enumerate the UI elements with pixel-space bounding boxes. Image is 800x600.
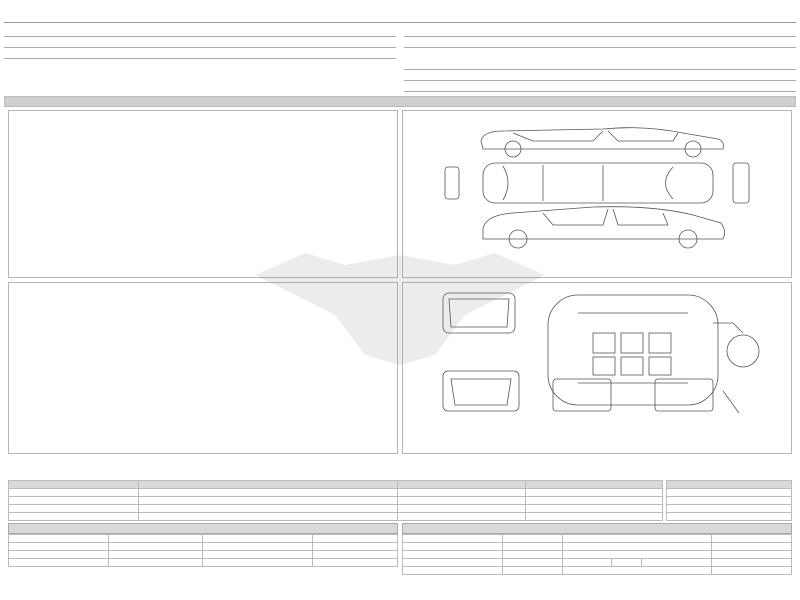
kv-value (712, 551, 792, 559)
table-row (403, 551, 792, 559)
kv-value (313, 559, 398, 567)
kv-value (313, 551, 398, 559)
kv-value (712, 535, 792, 543)
kv-label (403, 535, 503, 543)
table-row (667, 489, 792, 497)
table-row (667, 513, 792, 521)
tyre-pos-header (9, 481, 139, 489)
documents-title (402, 523, 792, 534)
interior-state-title (8, 523, 398, 534)
table-row (667, 497, 792, 505)
table-row (403, 559, 792, 567)
kv-label (562, 551, 712, 559)
external-damage-diagram (402, 110, 792, 278)
internal-damage-diagram (402, 282, 792, 454)
kv-label (203, 551, 313, 559)
kv-label (642, 559, 712, 567)
kv-label (403, 567, 503, 575)
kv-label (403, 543, 503, 551)
kv-value (612, 559, 642, 567)
model-row (404, 48, 796, 70)
kv-value (502, 543, 562, 551)
kv-label (9, 543, 109, 551)
fuel-row (4, 48, 396, 59)
wheel-cover-table (666, 480, 792, 521)
wheel-cover-value (667, 505, 792, 513)
wheel-cover-value (667, 497, 792, 505)
vehicle-info-left (4, 26, 396, 59)
table-row (403, 535, 792, 543)
kv-value (108, 551, 203, 559)
tyre-position (9, 505, 139, 513)
kv-label (203, 543, 313, 551)
table-row (9, 535, 398, 543)
tyre-tech (526, 513, 663, 521)
tyres-table (8, 480, 663, 521)
table-row (667, 505, 792, 513)
table-row (9, 489, 663, 497)
plate-row (404, 26, 796, 37)
section-divider-band (4, 96, 796, 107)
tech-header (526, 481, 663, 489)
wheel-cover-header (667, 481, 792, 489)
wheel-cover-value (667, 513, 792, 521)
kv-value (712, 559, 792, 567)
table-row (9, 543, 398, 551)
table-row (9, 513, 663, 521)
km-row (4, 26, 396, 37)
brand-row (404, 37, 796, 48)
kv-value (712, 543, 792, 551)
state-header (398, 481, 526, 489)
vehicle-info-right (404, 26, 796, 92)
kv-value (108, 543, 203, 551)
kv-value (502, 567, 562, 575)
kv-label (9, 535, 109, 543)
kv-label (562, 543, 712, 551)
tyre-header (138, 481, 398, 489)
tyre-state (398, 497, 526, 505)
kv-value (108, 559, 203, 567)
car-exterior-drawing (403, 111, 793, 279)
documents-table (402, 534, 792, 575)
chassis-row (404, 70, 796, 81)
tyre-tech (526, 505, 663, 513)
registration-row (404, 81, 796, 92)
kv-value (502, 535, 562, 543)
kv-label (562, 567, 712, 575)
tyre-position (9, 513, 139, 521)
kv-value (313, 543, 398, 551)
tyre-tech (526, 497, 663, 505)
tyre-state (398, 513, 526, 521)
kv-label (562, 535, 712, 543)
kv-value (108, 535, 203, 543)
kv-value (502, 559, 562, 567)
kv-label (9, 551, 109, 559)
internal-anomalies-title (9, 283, 397, 287)
external-anomalies-title (9, 111, 397, 115)
tyre-position (9, 497, 139, 505)
kv-label (403, 551, 503, 559)
tyre-position (9, 489, 139, 497)
interior-state-table (8, 534, 398, 567)
external-anomalies-panel (8, 110, 398, 278)
kv-label (203, 559, 313, 567)
table-row (403, 567, 792, 575)
tyre-tech (526, 489, 663, 497)
kv-label (9, 559, 109, 567)
kv-value (712, 567, 792, 575)
tyre-model (138, 513, 398, 521)
internal-anomalies-panel (8, 282, 398, 454)
table-row (9, 505, 663, 513)
table-row (9, 551, 398, 559)
tyre-model (138, 497, 398, 505)
kv-value (313, 535, 398, 543)
color-row (4, 37, 396, 48)
table-row (9, 559, 398, 567)
wheel-cover-value (667, 489, 792, 497)
kv-label (203, 535, 313, 543)
tyre-state (398, 505, 526, 513)
car-interior-drawing (403, 283, 793, 455)
tyre-state (398, 489, 526, 497)
tyre-model (138, 489, 398, 497)
tyre-model (138, 505, 398, 513)
kv-label (562, 559, 612, 567)
kv-label (403, 559, 503, 567)
table-row (403, 543, 792, 551)
table-row (9, 497, 663, 505)
title-divider (4, 22, 796, 23)
kv-value (502, 551, 562, 559)
